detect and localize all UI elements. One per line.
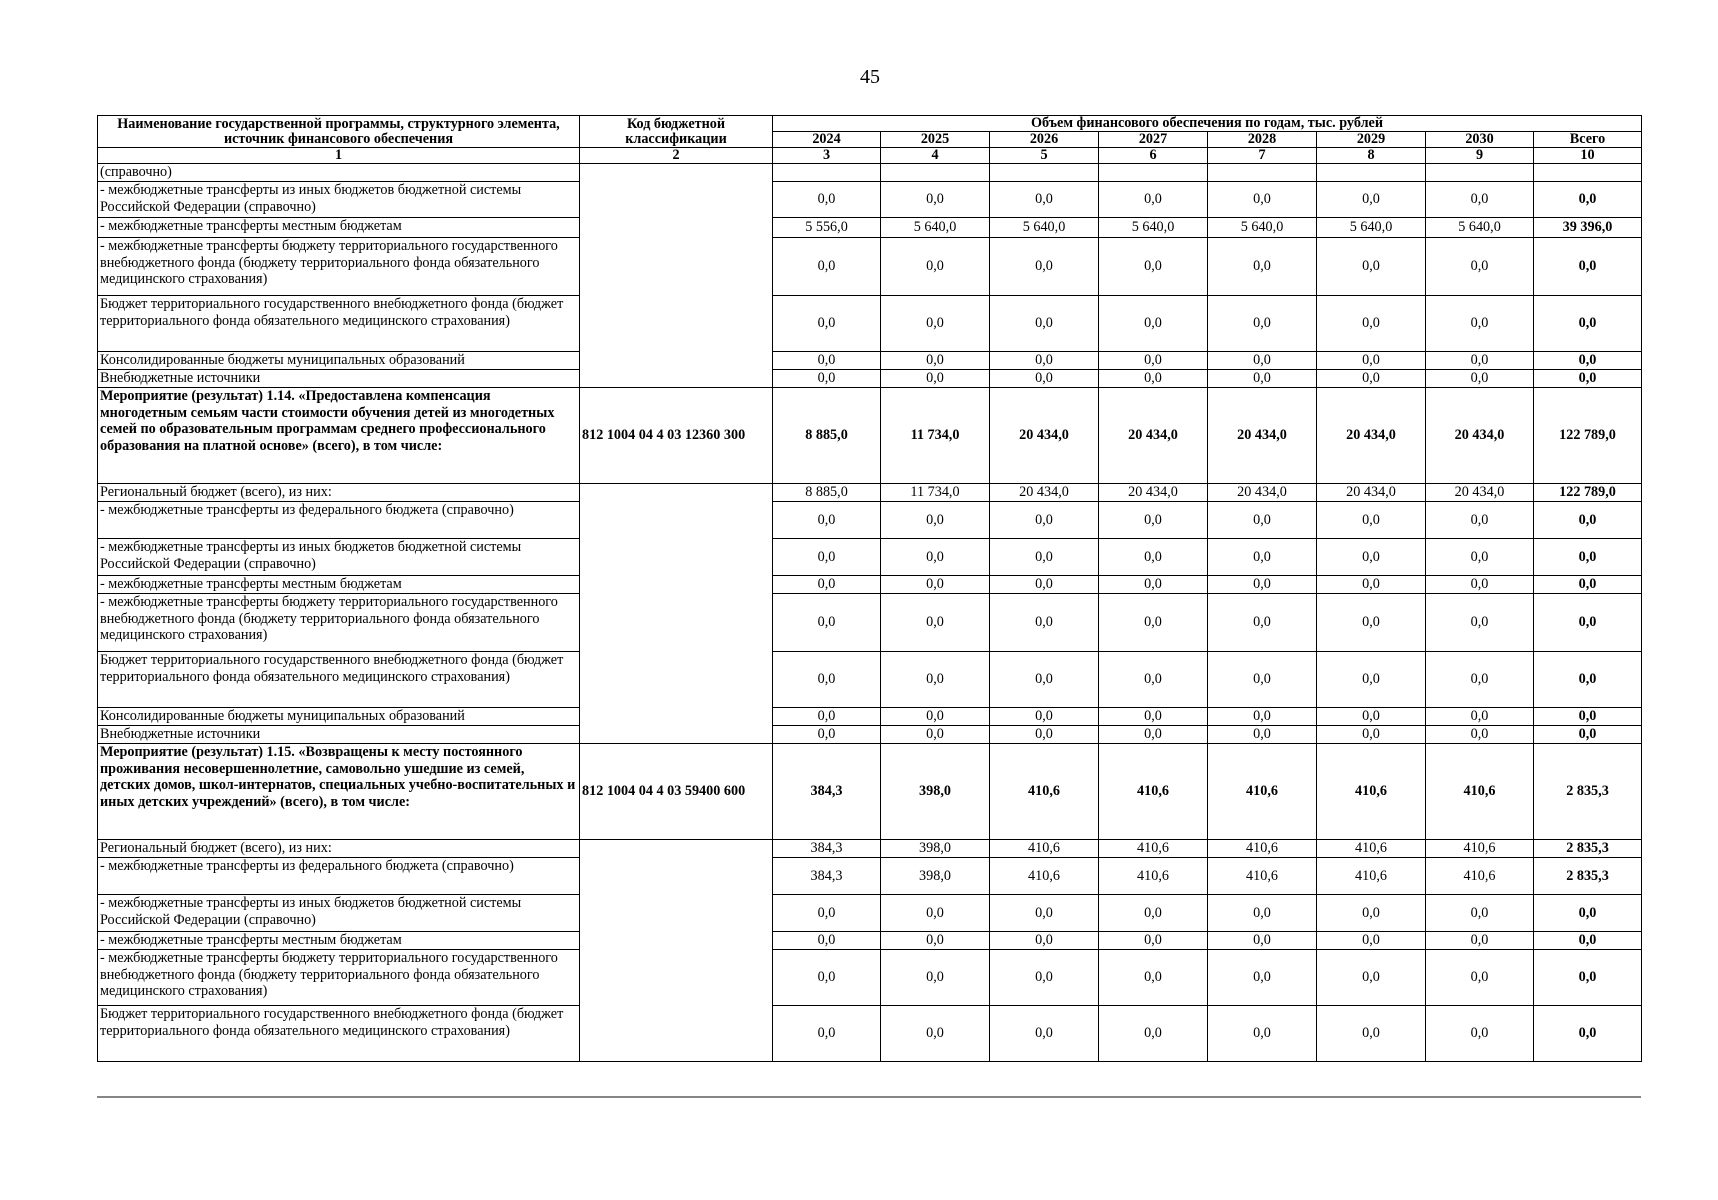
row-name: Бюджет территориального государственного внебюджетного фонда (бюджет территориального фонда обязательного медицинского страхования) [98,652,580,708]
row-name: Региональный бюджет (всего), из них: [98,484,580,502]
year-value-cell: 0,0 [881,652,990,708]
header-year: 2025 [881,132,990,148]
row-name: - межбюджетные трансферты из иных бюджетов бюджетной системы Российской Федерации (справочно) [98,182,580,218]
year-value-cell: 0,0 [1426,726,1534,744]
year-value-cell: 0,0 [1317,238,1426,296]
year-value-cell: 5 556,0 [773,218,881,238]
table-header [98,116,1642,164]
year-value-cell: 0,0 [1426,296,1534,352]
table-row [98,502,1642,539]
year-value-cell: 398,0 [881,744,990,840]
year-value-cell: 0,0 [1426,576,1534,594]
financing-table [97,115,1642,1062]
year-value-cell: 384,3 [773,858,881,895]
year-value-cell: 0,0 [1099,238,1208,296]
total-cell [1534,164,1642,182]
year-value-cell: 0,0 [1099,370,1208,388]
year-value-cell: 384,3 [773,840,881,858]
year-value-cell: 0,0 [1208,932,1317,950]
year-value-cell: 8 885,0 [773,484,881,502]
year-value-cell: 410,6 [1317,744,1426,840]
total-cell: 0,0 [1534,296,1642,352]
column-index: 6 [1099,148,1208,164]
header-year: 2026 [990,132,1099,148]
year-value-cell: 0,0 [1426,539,1534,576]
year-value-cell: 0,0 [1317,708,1426,726]
column-index: 4 [881,148,990,164]
column-index: 3 [773,148,881,164]
total-cell: 0,0 [1534,539,1642,576]
year-value-cell: 398,0 [881,858,990,895]
column-index: 5 [990,148,1099,164]
total-cell: 0,0 [1534,932,1642,950]
year-value-cell: 0,0 [1317,352,1426,370]
budget-code-empty [580,840,773,1062]
table-row [98,726,1642,744]
year-value-cell: 410,6 [1426,858,1534,895]
year-value-cell [881,164,990,182]
year-value-cell: 0,0 [990,370,1099,388]
header-year: 2030 [1426,132,1534,148]
row-name: - межбюджетные трансферты из федерального бюджета (справочно) [98,502,580,539]
year-value-cell: 0,0 [1426,594,1534,652]
total-cell: 0,0 [1534,594,1642,652]
year-value-cell: 0,0 [1208,182,1317,218]
column-index: 2 [580,148,773,164]
year-value-cell: 0,0 [1426,932,1534,950]
column-index: 1 [98,148,580,164]
total-cell: 0,0 [1534,950,1642,1006]
year-value-cell: 410,6 [990,744,1099,840]
year-value-cell: 0,0 [990,895,1099,932]
year-value-cell: 5 640,0 [1317,218,1426,238]
year-value-cell: 0,0 [1208,539,1317,576]
header-volume: Объем финансового обеспечения по годам, тыс. рублей [773,116,1642,132]
year-value-cell: 0,0 [1317,1006,1426,1062]
row-name: - межбюджетные трансферты бюджету территориального государственного внебюджетного фонда (бюджету территориального фонда обязательного медицинского страхования) [98,238,580,296]
row-name: Консолидированные бюджеты муниципальных образований [98,708,580,726]
table-row [98,840,1642,858]
year-value-cell: 0,0 [881,895,990,932]
year-value-cell: 0,0 [881,539,990,576]
year-value-cell: 0,0 [990,1006,1099,1062]
total-cell: 39 396,0 [1534,218,1642,238]
year-value-cell: 0,0 [990,950,1099,1006]
total-cell: 122 789,0 [1534,388,1642,484]
year-value-cell: 0,0 [1317,726,1426,744]
year-value-cell: 0,0 [773,652,881,708]
year-value-cell: 20 434,0 [1317,388,1426,484]
row-name: - межбюджетные трансферты бюджету территориального государственного внебюджетного фонда (бюджету территориального фонда обязательного медицинского страхования) [98,950,580,1006]
year-value-cell: 20 434,0 [1099,388,1208,484]
row-name: - межбюджетные трансферты местным бюджетам [98,932,580,950]
year-value-cell: 0,0 [773,238,881,296]
header-total: Всего [1534,132,1642,148]
total-cell: 0,0 [1534,370,1642,388]
year-value-cell: 0,0 [1426,950,1534,1006]
total-cell: 122 789,0 [1534,484,1642,502]
year-value-cell: 0,0 [773,539,881,576]
total-cell: 0,0 [1534,576,1642,594]
total-cell: 0,0 [1534,895,1642,932]
year-value-cell: 0,0 [1208,296,1317,352]
year-value-cell [1099,164,1208,182]
table-row [98,539,1642,576]
year-value-cell: 410,6 [990,840,1099,858]
year-value-cell: 0,0 [1426,1006,1534,1062]
page-number: 45 [860,66,880,88]
year-value-cell: 0,0 [990,539,1099,576]
year-value-cell: 0,0 [1208,238,1317,296]
table-row [98,1006,1642,1062]
year-value-cell: 410,6 [1099,858,1208,895]
row-name: - межбюджетные трансферты из федерального бюджета (справочно) [98,858,580,895]
total-cell: 2 835,3 [1534,858,1642,895]
year-value-cell [773,164,881,182]
year-value-cell: 0,0 [1426,708,1534,726]
column-index: 10 [1534,148,1642,164]
table-row [98,594,1642,652]
year-value-cell: 0,0 [1099,1006,1208,1062]
table-row [98,296,1642,352]
year-value-cell: 0,0 [990,296,1099,352]
budget-code: 812 1004 04 4 03 12360 300 [580,388,773,484]
table-row [98,182,1642,218]
year-value-cell: 410,6 [1208,744,1317,840]
table-row [98,950,1642,1006]
year-value-cell: 0,0 [1317,576,1426,594]
year-value-cell: 0,0 [990,238,1099,296]
table-row [98,708,1642,726]
year-value-cell [1208,164,1317,182]
year-value-cell: 0,0 [773,352,881,370]
row-name: Бюджет территориального государственного внебюджетного фонда (бюджет территориального фонда обязательного медицинского страхования) [98,1006,580,1062]
row-name: Внебюджетные источники [98,726,580,744]
year-value-cell: 0,0 [1099,182,1208,218]
year-value-cell: 0,0 [1426,370,1534,388]
table-row [98,932,1642,950]
table-body [98,164,1642,1062]
budget-code: 812 1004 04 4 03 59400 600 [580,744,773,840]
row-name: Региональный бюджет (всего), из них: [98,840,580,858]
header-year: 2027 [1099,132,1208,148]
year-value-cell: 0,0 [881,594,990,652]
row-name: Мероприятие (результат) 1.15. «Возвращены к месту постоянного проживания несовершеннолетние, самовольно ушедшие из семей, детских домов, школ-интернатов, специальных учебно-воспитательных и иных детских учреждений» (всего), в том числе: [98,744,580,840]
budget-code-empty [580,164,773,388]
year-value-cell: 0,0 [881,950,990,1006]
year-value-cell: 0,0 [1099,895,1208,932]
year-value-cell: 20 434,0 [990,388,1099,484]
year-value-cell: 0,0 [1317,182,1426,218]
year-value-cell: 5 640,0 [990,218,1099,238]
year-value-cell: 5 640,0 [1099,218,1208,238]
table-row [98,895,1642,932]
year-value-cell: 384,3 [773,744,881,840]
year-value-cell: 0,0 [881,726,990,744]
table-row [98,370,1642,388]
year-value-cell: 0,0 [1426,652,1534,708]
year-value-cell: 0,0 [1317,594,1426,652]
year-value-cell: 0,0 [881,370,990,388]
row-name: Консолидированные бюджеты муниципальных образований [98,352,580,370]
year-value-cell: 410,6 [1099,840,1208,858]
year-value-cell: 0,0 [990,726,1099,744]
year-value-cell: 0,0 [1426,182,1534,218]
year-value-cell: 5 640,0 [881,218,990,238]
year-value-cell: 410,6 [1317,858,1426,895]
year-value-cell: 0,0 [1208,370,1317,388]
year-value-cell: 5 640,0 [1208,218,1317,238]
total-cell: 2 835,3 [1534,840,1642,858]
year-value-cell: 0,0 [1317,652,1426,708]
year-value-cell: 0,0 [990,652,1099,708]
row-name: - межбюджетные трансферты местным бюджетам [98,218,580,238]
year-value-cell: 0,0 [990,182,1099,218]
year-value-cell: 0,0 [1208,576,1317,594]
row-name: - межбюджетные трансферты бюджету территориального государственного внебюджетного фонда (бюджету территориального фонда обязательного медицинского страхования) [98,594,580,652]
year-value-cell: 0,0 [1426,238,1534,296]
year-value-cell: 11 734,0 [881,388,990,484]
row-name: - межбюджетные трансферты местным бюджетам [98,576,580,594]
row-name: Бюджет территориального государственного внебюджетного фонда (бюджет территориального фонда обязательного медицинского страхования) [98,296,580,352]
table-row [98,576,1642,594]
year-value-cell: 20 434,0 [1208,484,1317,502]
year-value-cell: 0,0 [1317,932,1426,950]
year-value-cell: 0,0 [773,370,881,388]
year-value-cell: 20 434,0 [1208,388,1317,484]
year-value-cell: 0,0 [1099,950,1208,1006]
table-row [98,652,1642,708]
year-value-cell: 0,0 [881,296,990,352]
year-value-cell: 20 434,0 [990,484,1099,502]
column-index: 9 [1426,148,1534,164]
year-value-cell: 0,0 [1208,502,1317,539]
year-value-cell: 0,0 [1317,950,1426,1006]
measure-row [98,744,1642,840]
year-value-cell: 0,0 [1317,502,1426,539]
year-value-cell: 0,0 [1317,296,1426,352]
year-value-cell: 0,0 [773,296,881,352]
year-value-cell: 20 434,0 [1317,484,1426,502]
year-value-cell: 0,0 [773,182,881,218]
year-value-cell: 0,0 [990,352,1099,370]
year-value-cell: 410,6 [1426,744,1534,840]
year-value-cell: 0,0 [1317,539,1426,576]
total-cell: 0,0 [1534,726,1642,744]
total-cell: 0,0 [1534,182,1642,218]
scan-edge-line [97,1096,1641,1098]
year-value-cell [1426,164,1534,182]
year-value-cell [990,164,1099,182]
year-value-cell: 0,0 [773,726,881,744]
row-name: Внебюджетные источники [98,370,580,388]
year-value-cell: 410,6 [1099,744,1208,840]
table-row [98,238,1642,296]
year-value-cell: 0,0 [1099,932,1208,950]
total-cell: 2 835,3 [1534,744,1642,840]
year-value-cell: 0,0 [1208,726,1317,744]
total-cell: 0,0 [1534,652,1642,708]
year-value-cell: 0,0 [773,708,881,726]
year-value-cell: 0,0 [990,594,1099,652]
year-value-cell: 0,0 [1099,576,1208,594]
table-row [98,858,1642,895]
year-value-cell: 0,0 [1426,352,1534,370]
year-value-cell: 410,6 [1317,840,1426,858]
header-name: Наименование государственной программы, структурного элемента, источник финансового обеспечения [98,116,580,148]
year-value-cell: 0,0 [1099,539,1208,576]
year-value-cell: 0,0 [881,708,990,726]
total-cell: 0,0 [1534,1006,1642,1062]
year-value-cell: 0,0 [881,576,990,594]
column-index: 7 [1208,148,1317,164]
year-value-cell: 0,0 [1317,895,1426,932]
year-value-cell [1317,164,1426,182]
year-value-cell: 20 434,0 [1099,484,1208,502]
year-value-cell: 410,6 [1208,840,1317,858]
year-value-cell: 0,0 [881,1006,990,1062]
year-value-cell: 0,0 [1208,950,1317,1006]
year-value-cell: 0,0 [1208,652,1317,708]
year-value-cell: 0,0 [1099,296,1208,352]
year-value-cell: 0,0 [1208,594,1317,652]
year-value-cell: 0,0 [1099,502,1208,539]
year-value-cell: 0,0 [881,352,990,370]
year-value-cell: 410,6 [1208,858,1317,895]
header-year: 2029 [1317,132,1426,148]
year-value-cell: 5 640,0 [1426,218,1534,238]
year-value-cell: 0,0 [773,594,881,652]
total-cell: 0,0 [1534,238,1642,296]
year-value-cell: 11 734,0 [881,484,990,502]
year-value-cell: 410,6 [1426,840,1534,858]
year-value-cell: 0,0 [1208,895,1317,932]
year-value-cell: 0,0 [1099,652,1208,708]
year-value-cell: 398,0 [881,840,990,858]
total-cell: 0,0 [1534,502,1642,539]
year-value-cell: 0,0 [773,895,881,932]
column-index: 8 [1317,148,1426,164]
year-value-cell: 0,0 [1099,708,1208,726]
year-value-cell: 0,0 [1208,1006,1317,1062]
year-value-cell: 0,0 [773,950,881,1006]
year-value-cell: 0,0 [773,932,881,950]
year-value-cell: 0,0 [1099,352,1208,370]
row-name: - межбюджетные трансферты из иных бюджетов бюджетной системы Российской Федерации (справочно) [98,895,580,932]
year-value-cell: 0,0 [1099,726,1208,744]
year-value-cell: 20 434,0 [1426,388,1534,484]
year-value-cell: 20 434,0 [1426,484,1534,502]
table-row [98,218,1642,238]
year-value-cell: 0,0 [990,708,1099,726]
table-row [98,484,1642,502]
year-value-cell: 410,6 [990,858,1099,895]
budget-code-empty [580,484,773,744]
year-value-cell: 0,0 [1208,352,1317,370]
year-value-cell: 0,0 [1426,502,1534,539]
header-year: 2024 [773,132,881,148]
year-value-cell: 0,0 [881,182,990,218]
table-row [98,352,1642,370]
row-name: Мероприятие (результат) 1.14. «Предоставлена компенсация многодетным семьям части стоимости обучения детей из многодетных семей по образовательным программам среднего профессионального образования на платной основе» (всего), в том числе: [98,388,580,484]
year-value-cell: 0,0 [1099,594,1208,652]
header-code: Код бюджетной классификации [580,116,773,148]
year-value-cell: 0,0 [990,932,1099,950]
year-value-cell: 0,0 [773,502,881,539]
year-value-cell: 0,0 [1208,708,1317,726]
year-value-cell: 0,0 [990,502,1099,539]
year-value-cell: 0,0 [881,932,990,950]
year-value-cell: 0,0 [881,238,990,296]
year-value-cell: 0,0 [773,576,881,594]
year-value-cell: 0,0 [773,1006,881,1062]
header-year: 2028 [1208,132,1317,148]
total-cell: 0,0 [1534,708,1642,726]
year-value-cell: 0,0 [881,502,990,539]
measure-row [98,388,1642,484]
year-value-cell: 8 885,0 [773,388,881,484]
total-cell: 0,0 [1534,352,1642,370]
year-value-cell: 0,0 [1317,370,1426,388]
year-value-cell: 0,0 [990,576,1099,594]
year-value-cell: 0,0 [1426,895,1534,932]
row-name: - межбюджетные трансферты из иных бюджетов бюджетной системы Российской Федерации (справочно) [98,539,580,576]
row-name: (справочно) [98,164,580,182]
table-row [98,164,1642,182]
